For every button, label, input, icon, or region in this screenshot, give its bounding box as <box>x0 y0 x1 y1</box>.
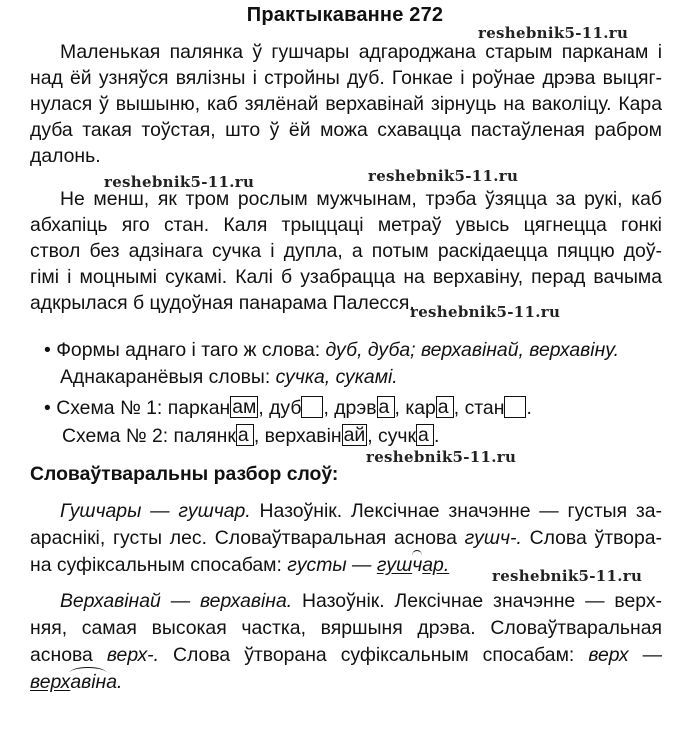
scheme2-word: палянк а , <box>173 424 265 447</box>
scheme2-items <box>174 425 440 447</box>
parse2-root: верх <box>30 671 71 693</box>
scheme2-word: верхавін ай , <box>264 424 379 447</box>
parse2-text: Слова ўтворана суфіксальным спосабам: <box>173 644 575 666</box>
scheme1-line: • Схема № 1: паркан ам , дуб , дрэв а , кар а , стан . <box>44 396 532 419</box>
paragraph1-line: нулася ў вышыню, каб зялёнай верхавінай зірнуць на ваколіцу. Кара <box>30 93 662 115</box>
scheme1-word: кар а , <box>405 396 465 419</box>
parse1-base: гушч-. <box>464 527 522 549</box>
paragraph1-line: Маленькая палянка ў гушчары адгароджана старым парканам і <box>60 41 662 63</box>
forms-bullet: • Формы аднаго і таго ж слова: дуб, дуба; верхавінай, верхавіну. <box>44 339 620 361</box>
parse1-text: араснікі, густы лес. Словаўтваральная аснова <box>30 527 457 549</box>
parse1-text: на суфіксальным спосабам: <box>30 554 282 576</box>
forms-words: дуб, дуба; верхавінай, верхавіну. <box>325 339 620 361</box>
parse2-text: Назоўнік. Лексічнае значэнне — верх- <box>302 590 662 612</box>
watermark: reshebnik5-11.ru <box>104 173 255 191</box>
scheme2-ending-box: ай <box>343 424 366 446</box>
forms-label: Формы аднаго і таго ж слова: <box>56 339 321 361</box>
watermark: reshebnik5-11.ru <box>492 567 643 585</box>
scheme1-word: дрэв а , <box>334 396 406 419</box>
parse2-text: аснова <box>30 644 93 666</box>
parse1-text: Слова ўтвора- <box>529 527 662 549</box>
parse1-text: Назоўнік. Лексічнае значэнне — густыя за- <box>259 500 663 522</box>
paragraph1-line: дуба такая тоўстая, што ў ёй можа схавацца пастаўленая рабром <box>30 119 662 141</box>
parse2-base: верх-. <box>106 644 160 666</box>
parse1-line2 <box>30 526 662 551</box>
parse2-word: Верхавінай — верхавіна. <box>60 590 293 612</box>
paragraph2-line: абхапіць яго стан. Каля трыццаці метраў увысь цягнецца гонкі <box>30 214 662 236</box>
parse2-line4 <box>30 670 662 695</box>
parse2-line2: няя, самая высокая частка, вяршыня дрэва. Словаўтваральная <box>30 617 662 639</box>
parse1-ending: ар. <box>422 554 450 576</box>
parse1-root: гуш <box>376 554 413 576</box>
scheme1-word: стан . <box>464 397 532 419</box>
scheme1-label: Схема № 1: <box>56 397 163 419</box>
scheme2-stem: сучк <box>378 425 417 447</box>
paragraph2-line: Не менш, як тром рослым мужчынам, трэба ўзяцца за рукі, каб <box>60 188 662 210</box>
scheme1-word: дуб , <box>269 397 335 419</box>
parse1-word: Гушчары — гушчар. <box>60 500 251 522</box>
paragraph1-line: над ёй узняўся вялізны і стройны дуб. Гонкае і роўнае дрэва выцяг- <box>30 67 662 89</box>
parse1-suffix: ч <box>412 554 423 576</box>
paragraph1-line: далонь. <box>30 145 101 167</box>
scheme1-stem: стан <box>464 397 505 419</box>
scheme1-word: паркан ам , <box>167 396 270 419</box>
watermark: reshebnik5-11.ru <box>478 24 629 42</box>
parse1-source-word: густы — <box>287 554 372 576</box>
paragraph2-line: гімі і моцнымі сукамі. Калі б узабрацца на верхавіну, перад вачыма <box>30 266 662 288</box>
exercise-title: Практыкаванне 272 <box>246 4 444 26</box>
scheme1-ending-box <box>301 396 323 418</box>
scheme2-ending-box: а <box>236 424 254 446</box>
scheme1-items <box>168 397 532 419</box>
paragraph2-line: адкрылася б цудоўная панарама Палесся. <box>30 292 415 314</box>
cognates-label: Аднакаранёвыя словы: <box>60 366 271 388</box>
watermark: reshebnik5-11.ru <box>366 448 517 466</box>
cognates-words: сучка, сукамі. <box>275 366 398 388</box>
scheme1-ending-box: а <box>377 396 395 418</box>
watermark: reshebnik5-11.ru <box>368 167 519 185</box>
parse2-ending: а. <box>106 671 123 693</box>
scheme1-stem: дрэв <box>334 397 377 419</box>
parse1-line3 <box>30 553 662 578</box>
scheme2-stem: палянк <box>173 425 236 447</box>
cognates-line <box>60 365 690 390</box>
watermark: reshebnik5-11.ru <box>410 303 561 321</box>
scheme1-stem: кар <box>405 397 436 419</box>
scheme2-label: Схема № 2: <box>62 425 169 447</box>
scheme1-stem: паркан <box>167 397 231 419</box>
parse2-derived-word <box>30 671 106 693</box>
scheme2-word: сучк а . <box>378 424 440 447</box>
scheme1-ending-box: а <box>436 396 454 418</box>
word-formation-heading: Словаўтваральны разбор слоў: <box>30 463 339 485</box>
scheme2-line <box>62 424 690 449</box>
scheme1-stem: дуб <box>269 397 302 419</box>
parse2-line3 <box>30 643 662 668</box>
scheme1-ending-box <box>504 396 526 418</box>
parse1-line1 <box>60 499 662 524</box>
scheme2-ending-box: а <box>416 424 434 446</box>
scheme2-stem: верхавін <box>264 425 342 447</box>
parse2-suffix: авін <box>70 671 107 693</box>
scheme1-ending-box: ам <box>232 396 257 418</box>
parse2-line1 <box>60 589 662 614</box>
paragraph2-line: ствол без адзінага сучка і дупла, а потым раскідаецца пяццю доў- <box>30 240 662 262</box>
parse2-source-word: верх — <box>588 644 663 666</box>
parse1-derived-word <box>377 554 449 576</box>
